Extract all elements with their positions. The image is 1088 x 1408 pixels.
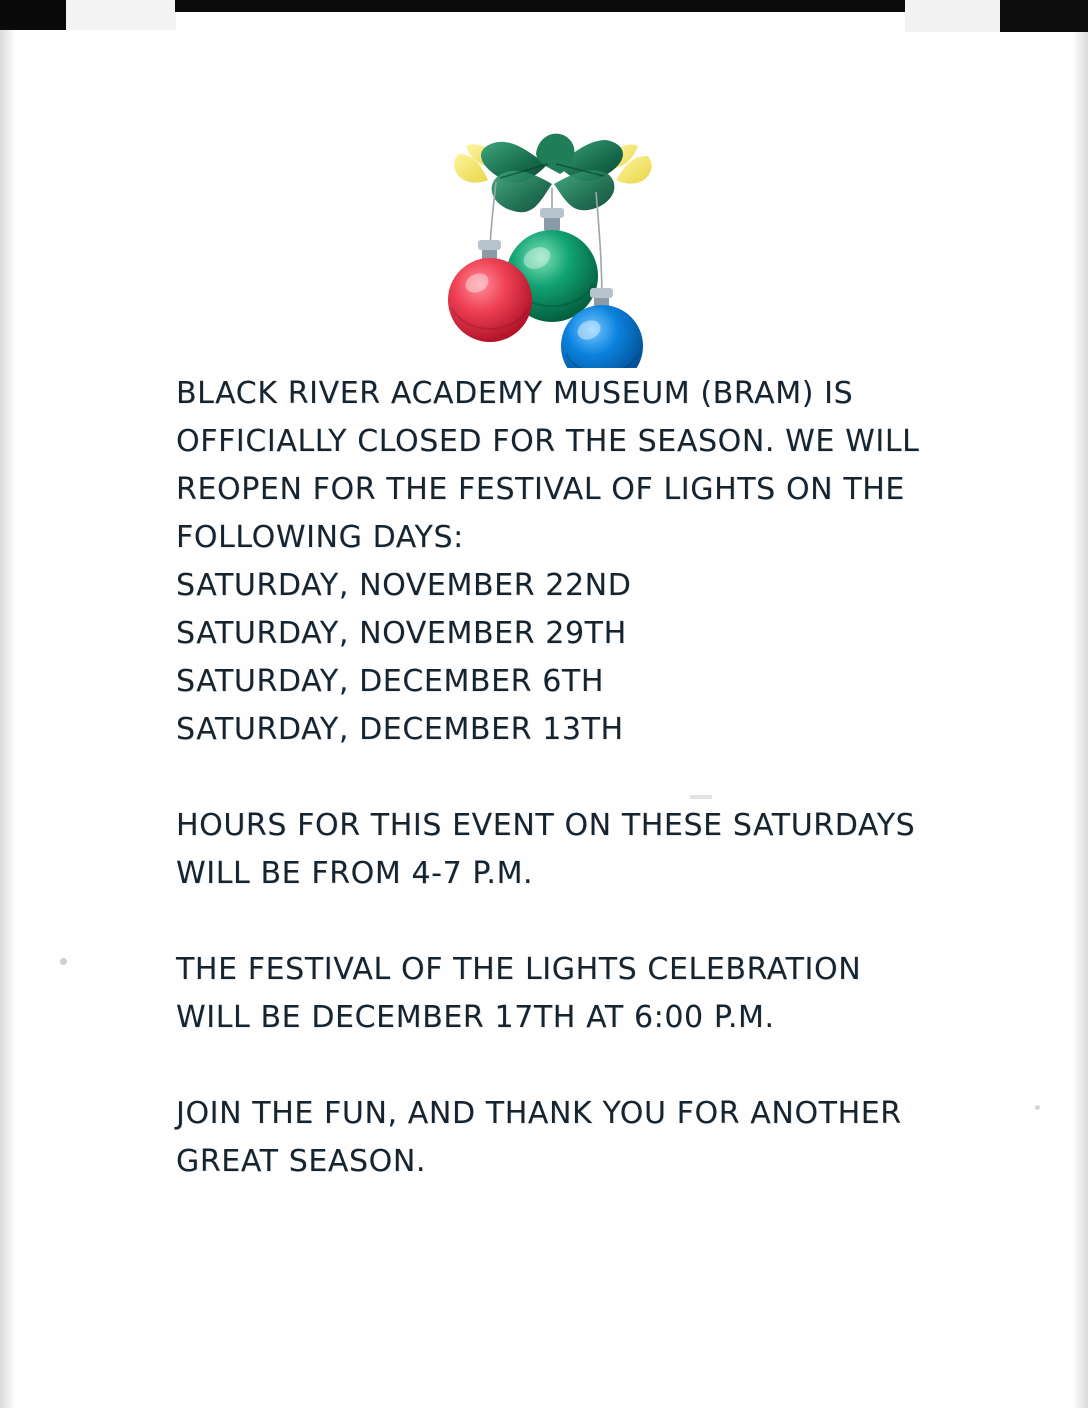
notice-date-line: SATURDAY, NOVEMBER 22ND: [176, 568, 632, 603]
scanner-edge-top-right: [1000, 0, 1088, 32]
notice-line: JOIN THE FUN, AND THANK YOU FOR ANOTHER: [176, 1096, 902, 1131]
notice-date-line: SATURDAY, NOVEMBER 29TH: [176, 616, 627, 651]
notice-line: WILL BE DECEMBER 17TH AT 6:00 P.M.: [176, 1000, 775, 1035]
paper-edge-top-left: [66, 0, 176, 30]
scanner-edge-top-left: [0, 0, 66, 30]
page-shadow-left: [0, 30, 14, 1408]
notice-text-block: [176, 370, 996, 1186]
notice-line-gap: [176, 1042, 996, 1090]
page-shadow-right: [1074, 32, 1088, 1408]
notice-line: OFFICIALLY CLOSED FOR THE SEASON. WE WILL: [176, 424, 920, 459]
notice-date-line: SATURDAY, DECEMBER 13TH: [176, 712, 624, 747]
notice-line: WILL BE FROM 4-7 P.M.: [176, 856, 534, 891]
notice-line: THE FESTIVAL OF THE LIGHTS CELEBRATION: [176, 952, 862, 987]
notice-line-gap: [176, 898, 996, 946]
notice-line: REOPEN FOR THE FESTIVAL OF LIGHTS ON THE: [176, 472, 905, 507]
notice-line-gap: [176, 754, 996, 802]
christmas-ornaments-icon: [440, 118, 665, 368]
notice-line: BLACK RIVER ACADEMY MUSEUM (BRAM) IS: [176, 376, 854, 411]
scanner-edge-top-middle: [175, 0, 905, 12]
scan-artifact: [1035, 1105, 1040, 1110]
notice-line: GREAT SEASON.: [176, 1144, 427, 1179]
notice-line: HOURS FOR THIS EVENT ON THESE SATURDAYS: [176, 808, 916, 843]
scan-artifact: [60, 958, 67, 965]
notice-date-line: SATURDAY, DECEMBER 6TH: [176, 664, 605, 699]
paper-edge-top-right: [905, 0, 1000, 32]
notice-line: FOLLOWING DAYS:: [176, 520, 464, 555]
